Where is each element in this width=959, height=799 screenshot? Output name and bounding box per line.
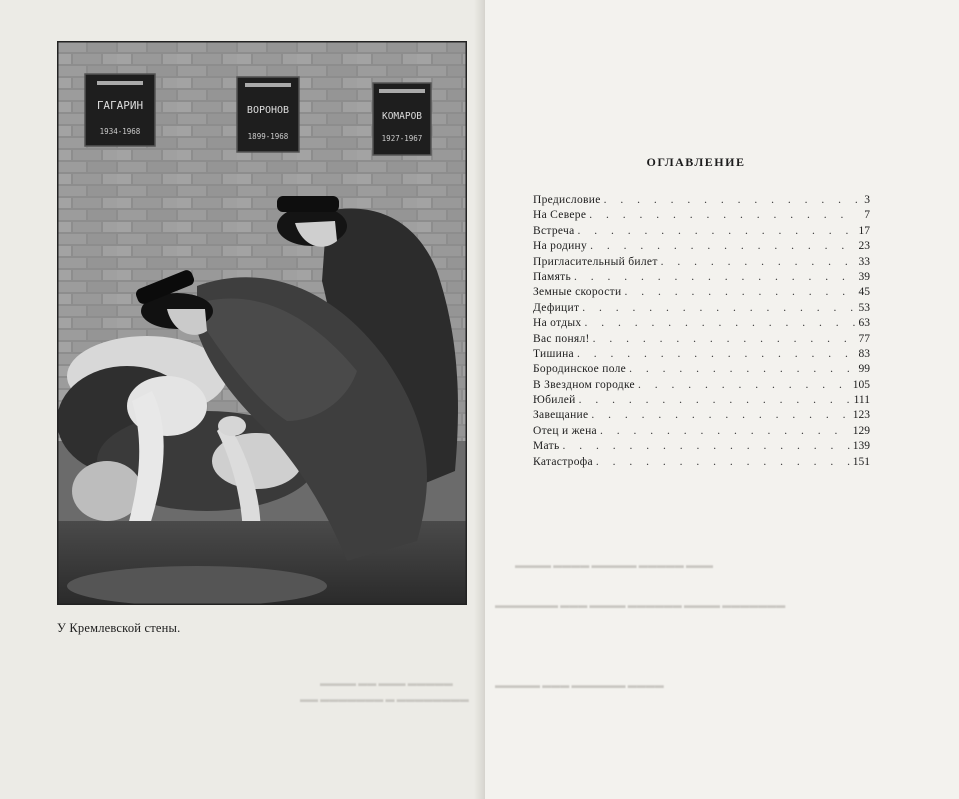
toc-entry: [533, 255, 870, 270]
toc-dot-leader: [579, 393, 851, 408]
table-of-contents: [533, 193, 870, 470]
toc-entry-page: 33: [858, 255, 870, 268]
toc-entry: [533, 193, 870, 208]
toc-dot-leader: [578, 224, 856, 239]
plaque-komarov: [373, 83, 431, 155]
toc-entry-label: Юбилей: [533, 394, 576, 407]
toc-entry-label: Предисловие: [533, 194, 601, 206]
toc-entry-label: Память: [533, 270, 572, 283]
toc-entry-label: Дефицит: [533, 301, 580, 314]
toc-dot-leader: [629, 362, 855, 377]
toc-entry-page: 23: [858, 240, 870, 253]
toc-entry: [533, 270, 870, 285]
toc-entry-label: На родину: [533, 240, 588, 253]
toc-dot-leader: [582, 301, 855, 316]
toc-entry-label: Бородинское поле: [533, 363, 627, 376]
toc-entry: [533, 347, 870, 362]
toc-entry-page: 151: [852, 455, 870, 468]
toc-entry: [533, 362, 870, 377]
bleed-through-text: ▬▬▬▬ ▬▬ ▬▬▬ ▬▬▬▬▬: [320, 678, 453, 688]
toc-entry-label: Вас понял!: [533, 332, 590, 345]
toc-dot-leader: [638, 378, 850, 393]
toc-entry-label: Тишина: [533, 347, 574, 360]
toc-entry: [533, 239, 870, 254]
toc-entry: [533, 393, 870, 408]
bleed-through-text: ▬▬ ▬▬▬▬▬▬▬ ▬ ▬▬▬▬▬▬▬▬: [300, 694, 469, 704]
bleed-through-text: ▬▬▬▬▬▬▬ ▬▬▬ ▬▬▬▬ ▬▬▬▬▬▬ ▬▬▬▬ ▬▬▬▬▬▬▬: [495, 600, 786, 610]
toc-entry-label: Земные скорости: [533, 286, 622, 299]
toc-entry-label: Встреча: [533, 224, 575, 237]
toc-entry-label: Пригласительный билет: [533, 255, 658, 268]
toc-entry: [533, 301, 870, 316]
toc-entry-page: 45: [858, 286, 870, 299]
toc-entry-page: 77: [858, 332, 870, 345]
plaque-gagarin-name: ГАГАРИН: [96, 99, 144, 112]
toc-entry: [533, 424, 870, 439]
toc-dot-leader: [593, 332, 856, 347]
toc-entry-label: В Звездном городке: [533, 378, 635, 391]
toc-dot-leader: [584, 316, 855, 331]
plaque-voronov-years: 1899-1968: [247, 132, 289, 141]
toc-entry-page: 123: [852, 409, 870, 422]
toc-entry: [533, 439, 870, 454]
toc-entry: [533, 316, 870, 331]
toc-entry-label: Катастрофа: [533, 455, 593, 468]
plaque-gagarin: [85, 74, 155, 146]
plaque-voronov-name: ВОРОНОВ: [246, 105, 290, 116]
toc-entry-page: 63: [858, 317, 870, 330]
memorial-photo: [57, 41, 467, 605]
toc-dot-leader: [591, 408, 849, 423]
photo-caption: У Кремлевской стены.: [57, 621, 181, 635]
toc-entry-page: 105: [852, 378, 870, 391]
toc-entry-page: 83: [858, 347, 870, 360]
toc-dot-leader: [624, 285, 855, 300]
toc-dot-leader: [589, 208, 857, 223]
plaque-komarov-years: 1927-1967: [381, 134, 423, 143]
toc-title: ОГЛАВЛЕНИЕ: [646, 155, 746, 169]
toc-entry: [533, 378, 870, 393]
toc-entry-page: 17: [858, 224, 870, 237]
plaque-komarov-name: КОМАРОВ: [381, 111, 423, 122]
toc-entry-label: Мать: [533, 440, 560, 453]
toc-entry: [533, 224, 870, 239]
toc-entry-label: На отдых: [533, 317, 582, 330]
bleed-through-text: ▬▬▬▬ ▬▬▬▬ ▬▬▬▬▬ ▬▬▬▬▬ ▬▬▬: [515, 560, 713, 570]
toc-dot-leader: [577, 347, 856, 362]
toc-entry-page: 139: [852, 440, 870, 453]
bleed-through-text: ▬▬▬▬▬ ▬▬▬ ▬▬▬▬▬▬ ▬▬▬▬: [495, 680, 664, 690]
toc-dot-leader: [600, 424, 850, 439]
toc-dot-leader: [604, 193, 857, 208]
toc-entry-label: Завещание: [533, 409, 589, 422]
toc-entry-page: 7: [864, 209, 870, 222]
toc-dot-leader: [590, 239, 855, 254]
toc-dot-leader: [563, 439, 850, 454]
toc-entry-page: 3: [864, 194, 870, 206]
toc-entry: [533, 285, 870, 300]
toc-entry-page: 129: [852, 424, 870, 437]
toc-entry: [533, 208, 870, 223]
toc-entry: [533, 332, 870, 347]
toc-dot-leader: [661, 255, 856, 270]
toc-entry-page: 53: [858, 301, 870, 314]
toc-entry: [533, 455, 870, 470]
toc-dot-leader: [596, 455, 850, 470]
toc-entry-page: 99: [858, 363, 870, 376]
toc-dot-leader: [574, 270, 855, 285]
toc-entry-page: 39: [858, 270, 870, 283]
toc-entry-label: Отец и жена: [533, 424, 597, 437]
toc-entry-label: На Севере: [533, 209, 587, 222]
toc-entry: [533, 408, 870, 423]
toc-entry-page: 111: [853, 394, 870, 407]
plaque-voronov: [237, 77, 299, 152]
plaque-gagarin-years: 1934-1968: [99, 127, 141, 136]
